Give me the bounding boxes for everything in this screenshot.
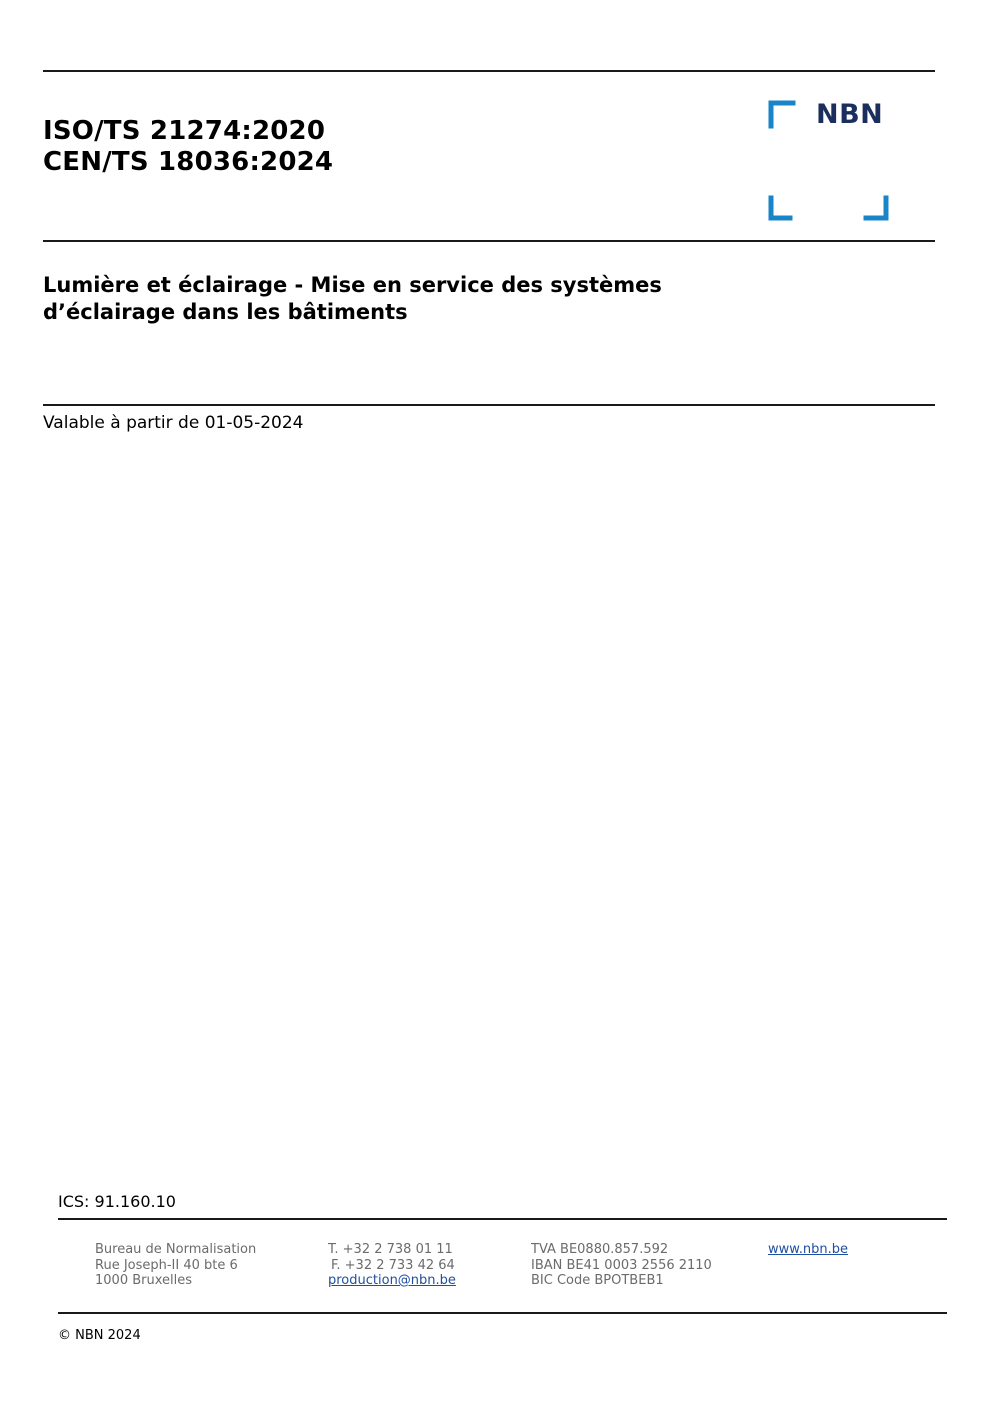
website-link[interactable]: www.nbn.be: [768, 1242, 848, 1257]
document-title: [43, 272, 803, 326]
iso-standard-code: ISO/TS 21274:2020: [43, 116, 326, 146]
footer-contact: [328, 1242, 456, 1289]
ics-code: ICS: 91.160.10: [58, 1192, 176, 1211]
logo-text: NBN: [816, 99, 884, 130]
title-line-2: d’éclairage dans les bâtiments: [43, 300, 408, 324]
vat-number: TVA BE0880.857.592: [531, 1242, 669, 1257]
bic-code: BIC Code BPOTBEB1: [531, 1273, 664, 1288]
nbn-logo: [768, 100, 890, 222]
address-line-3: 1000 Bruxelles: [95, 1273, 193, 1288]
copyright-notice: © NBN 2024: [58, 1328, 141, 1343]
validity-date: Valable à partir de 01-05-2024: [43, 413, 304, 433]
standard-codes: [43, 116, 333, 178]
top-divider: [43, 70, 935, 72]
phone-number: T. +32 2 738 01 11: [328, 1242, 453, 1257]
cen-standard-code: CEN/TS 18036:2024: [43, 147, 334, 177]
fax-number: F. +32 2 733 42 64: [331, 1257, 455, 1273]
address-line-1: Bureau de Normalisation: [95, 1242, 257, 1257]
address-line-2: Rue Joseph-II 40 bte 6: [95, 1257, 238, 1273]
header-divider: [43, 240, 935, 242]
iban-number: IBAN BE41 0003 2556 2110: [531, 1257, 712, 1273]
footer-website: [768, 1242, 848, 1258]
footer-top-divider: [58, 1218, 947, 1220]
validity-divider: [43, 404, 935, 406]
footer-address: [95, 1242, 256, 1289]
footer-bottom-divider: [58, 1312, 947, 1314]
email-link[interactable]: production@nbn.be: [328, 1273, 456, 1288]
title-line-1: Lumière et éclairage - Mise en service des systèmes: [43, 273, 662, 297]
footer-bank: [531, 1242, 712, 1289]
